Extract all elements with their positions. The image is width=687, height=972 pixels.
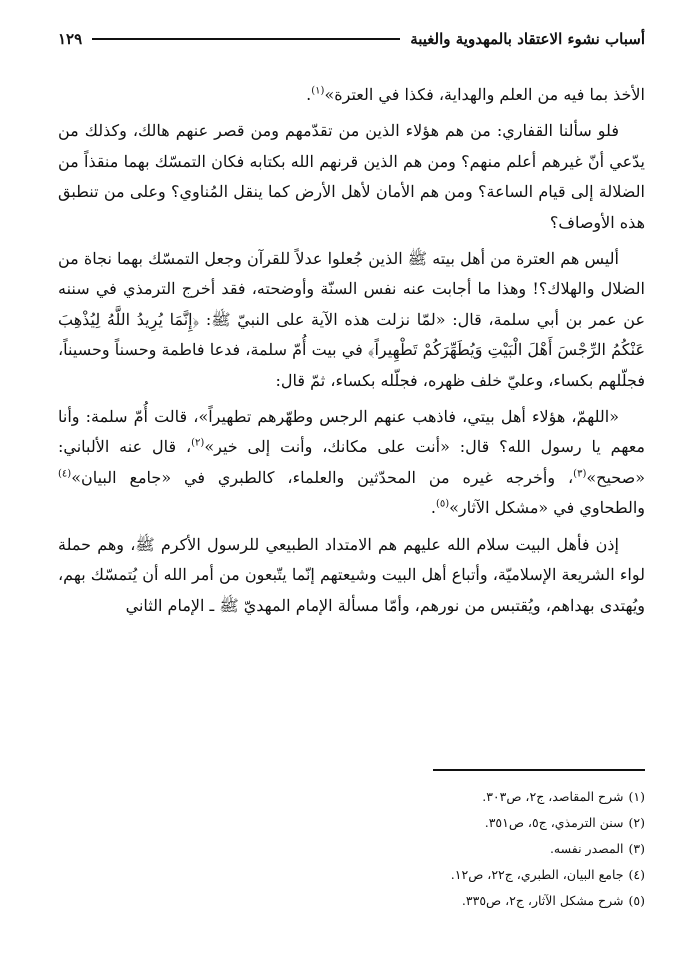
page-number: ١٢٩ <box>58 30 83 48</box>
footnote-item: (٥)شرح مشكل الآثار، ج٢، ص٣٣٥. <box>461 893 645 908</box>
footnotes <box>58 784 645 914</box>
footnote-ref-2[interactable]: (٢) <box>191 438 205 450</box>
footnote-ref-3[interactable]: (٣) <box>573 468 587 480</box>
paragraph-2: فلو سألنا القفاري: من هم هؤلاء الذين من تقدّمهم ومن قصر عنهم هالك، وكذلك من يدّعي أنّ غيرهم أعلم منهم؟ ومن هم الذين قرنهم الله بكتابه فكان التمسّك بهما منقذاً من الضلالة إلى قيام الساعة؟ ومن هم الأمان لأهل الأرض كما ينقل المُناوي؟ وعلى من تنطبق هذه الأوصاف؟ <box>58 121 645 232</box>
footnote-ref-4[interactable]: (٤) <box>58 468 72 480</box>
footnote-item: (٤)جامع البيان، الطبري، ج٢٢، ص١٢. <box>450 867 645 882</box>
footnote-item: (٣)المصدر نفسه. <box>549 841 645 856</box>
paragraph-5: إذن فأهل البيت سلام الله عليهم هم الامتداد الطبيعي للرسول الأكرم ﷺ، وهم حملة لواء الشريعة الإسلاميّة، وأتباع أهل البيت وشيعتهم إنّما يتّبعون من أمر الله أن يُتمسّك بهم، ويُهتدى بهداهم، ويُقتبس من نورهم، وأمّا مسألة الإمام المهديّ ﷺ ـ الإمام الثاني <box>58 534 645 615</box>
footnote-item: (٢)سنن الترمذي، ج٥، ص٣٥١. <box>484 815 645 830</box>
running-title: أسباب نشوء الاعتقاد بالمهدوية والغيبة <box>410 30 645 48</box>
paragraph-3: أليس هم العترة من أهل بيته ﷺ الذين جُعلوا عدلاً للقرآن وجعل التمسّك بهما نجاة من الضلال والهلاك؟! وهذا ما أجابت عنه نفس السنّة وأوضحته، فقد أخرج الترمذي في سننه عن عمر بن أبي سلمة، قال: «لمّا نزلت هذه الآية على النبيّ ﷺ: ﴿إِنَّمَا يُرِيدُ اللَّهُ لِيُذْهِبَ عَنْكُمُ الرِّجْسَ أَهْلَ الْبَيْتِ وَيُطَهِّرَكُمْ تَطْهِيراً﴾ في بيت أُمّ سلمة، فدعا فاطمة وحسناً وحسيناً، فجلّلهم بكساء، وعليّ خلف ظهره، فجلّله بكساء، ثمّ قال: <box>58 249 645 390</box>
footnote-item: (١)شرح المقاصد، ج٢، ص٣٠٣. <box>482 789 645 804</box>
paragraph-4: «اللهمّ، هؤلاء أهل بيتي، فاذهب عنهم الرجس وطهّرهم تطهيراً»، قالت أُمّ سلمة: وأنا معهم يا رسول الله؟ قال: «أنت على مكانك، وأنت إلى خير»$^{(٢)}$، قال عنه الألباني: «صحيح»$^{(٣)}$، وأخرجه غيره من المحدّثين والعلماء، كالطبري في «جامع البيان»$^{(٤)}$ والطحاوي في «مشكل الآثار»$^{(٥)}$. <box>58 407 645 518</box>
body-text <box>58 80 645 621</box>
footnote-separator <box>433 769 645 771</box>
header-rule <box>92 38 400 40</box>
paragraph-1: الأخذ بما فيه من العلم والهداية، فكذا في العترة»$^{(١)}$. <box>306 85 645 104</box>
footnote-ref-5[interactable]: (٥) <box>435 498 450 510</box>
footnote-ref-1[interactable]: (١) <box>311 85 325 97</box>
page-header <box>58 24 645 54</box>
